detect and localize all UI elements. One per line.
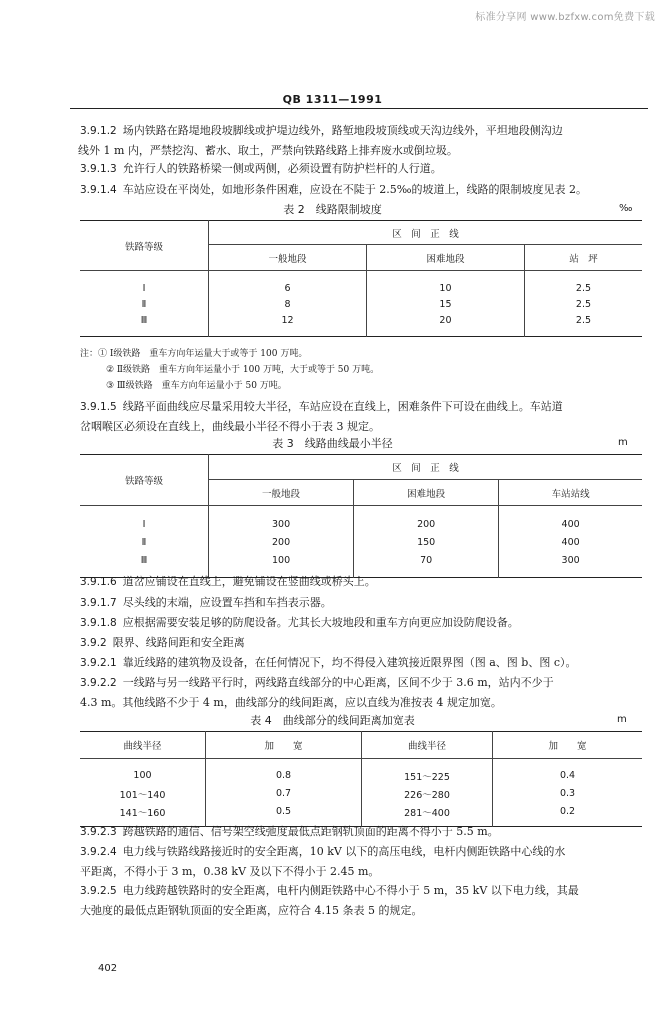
table2-col-header: 困难地段 <box>366 245 524 271</box>
standard-number-header: QB 1311—1991 <box>282 93 383 106</box>
table4 <box>80 731 642 827</box>
paragraph-3-9-1-4: 3.9.1.4 车站应设在平岗处，如地形条件困难，应设在不陡于 2.5‰的坡道上，线路的限制坡度见表 2。 <box>80 183 587 196</box>
table2-note-2: ② Ⅱ级铁路 重车方向年运量小于 100 万吨，大于或等于 50 万吨。 <box>106 365 380 375</box>
table3-col-header: 车站站线 <box>499 480 642 506</box>
watermark: 标准分享网 www.bzfxw.com免费下载 <box>475 12 655 23</box>
paragraph-3-9-2-5: 3.9.2.5 电力线跨越铁路时的安全距离，电杆内侧距铁路中心不得小于 5 m，35 kV 以下电力线，其最 大弛度的最低点距钢轨顶面的安全距离，应符合 4.15 条表 5 的规定。 <box>80 884 579 917</box>
paragraph-3-9-1-2: 3.9.1.2 场内铁路在路堤地段坡脚线或护堤边线外，路堑地段坡顶线或天沟边线外，平坦地段侧沟边 线外 1 m 内，严禁挖沟、蓄水、取土，严禁向铁路线路上排弃废水或倒垃圾。 <box>78 124 563 157</box>
paragraph-3-9-1-3: 3.9.1.3 允许行人的铁路桥梁一侧或两侧，必须设置有防护栏杆的人行道。 <box>80 162 442 175</box>
table3-col-header: 一般地段 <box>209 480 354 506</box>
table-row: Ⅱ 8 15 2.5 <box>80 297 642 313</box>
table3-unit: m <box>618 437 628 448</box>
paragraph-3-9-1-5: 3.9.1.5 线路平面曲线应尽量采用较大半径，车站应设在直线上，困难条件下可设在曲线上。车站道 岔咽喉区必须设在直线上，曲线最小半径不得小于表 3 规定。 <box>80 400 563 433</box>
table2-note-1: 注：① Ⅰ级铁路 重车方向年运量大于或等于 100 万吨。 <box>80 349 308 359</box>
paragraph-3-9-2-1: 3.9.2.1 靠近线路的建筑物及设备，在任何情况下，均不得侵入建筑接近限界图（图 a、图 b、图 c）。 <box>80 656 577 669</box>
paragraph-3-9-1-6: 3.9.1.6 道岔应铺设在直线上，避免铺设在竖曲线或桥头上。 <box>80 575 376 588</box>
table4-col-header: 曲线半径 <box>123 741 162 752</box>
table4-unit: m <box>617 714 627 725</box>
table4-col-header: 加 宽 <box>206 732 362 759</box>
page-number: 402 <box>98 963 118 974</box>
table2-caption: 表 2 线路限制坡度 <box>283 203 382 216</box>
header-rule <box>70 108 648 109</box>
heading-3-9-2: 3.9.2 限界、线路间距和安全距离 <box>80 636 245 649</box>
table3 <box>80 454 642 578</box>
table2-group-header: 区 间 正 线 <box>209 221 643 245</box>
table-row: 101～140 0.7 226～280 0.3 <box>80 785 642 803</box>
table4-col-header: 曲线半径 <box>362 732 493 759</box>
table3-caption: 表 3 线路曲线最小半径 <box>272 437 393 450</box>
table2-head-grade: 铁路等级 <box>80 221 209 271</box>
table-row: Ⅰ 300 200 400 <box>80 516 642 534</box>
table-row: Ⅲ 100 70 300 <box>80 552 642 570</box>
paragraph-3-9-2-2: 3.9.2.2 一线路与另一线路平行时，两线路直线部分的中心距离，区间不少于 3.6 m，站内不少于 4.3 m。其他线路不少于 4 m，曲线部分的线间距离，应以直线为准按表 4 规定加宽。 <box>80 676 554 709</box>
table-row: Ⅰ 6 10 2.5 <box>80 281 642 297</box>
table-row: Ⅱ 200 150 400 <box>80 534 642 552</box>
paragraph-3-9-1-8: 3.9.1.8 应根据需要安装足够的防爬设备。尤其长大坡地段和重车方向更应加设防爬设备。 <box>80 616 519 629</box>
table2-col-header: 一般地段 <box>209 245 367 271</box>
table-row: Ⅲ 12 20 2.5 <box>80 313 642 329</box>
paragraph-3-9-1-7: 3.9.1.7 尽头线的末端，应设置车挡和车挡表示器。 <box>80 596 332 609</box>
table3-col-header: 困难地段 <box>354 480 499 506</box>
table2-col-header: 站 坪 <box>524 245 642 271</box>
table2 <box>80 220 642 337</box>
table4-col-header: 加 宽 <box>493 732 643 759</box>
paragraph-3-9-2-4: 3.9.2.4 电力线与铁路线路接近时的安全距离，10 kV 以下的高压电线，电杆内侧距铁路中心线的水 平距离，不得小于 3 m，0.38 kV 及以下不得小于 2.45 m。 <box>80 845 566 878</box>
table3-head-grade: 铁路等级 <box>80 455 209 506</box>
table3-group-header: 区 间 正 线 <box>209 455 643 480</box>
table2-unit: ‰ <box>619 203 633 214</box>
table-row: 141～160 0.5 281～400 0.2 <box>80 803 642 821</box>
paragraph-3-9-2-3: 3.9.2.3 跨越铁路的通信、信号架空线弛度最低点距钢轨顶面的距离不得小于 5.5 m。 <box>80 825 499 838</box>
table2-note-3: ③ Ⅲ级铁路 重车方向年运量小于 50 万吨。 <box>106 381 287 391</box>
table4-caption: 表 4 曲线部分的线间距离加宽表 <box>250 714 415 727</box>
table-row: 100 0.8 151～225 0.4 <box>80 767 642 785</box>
